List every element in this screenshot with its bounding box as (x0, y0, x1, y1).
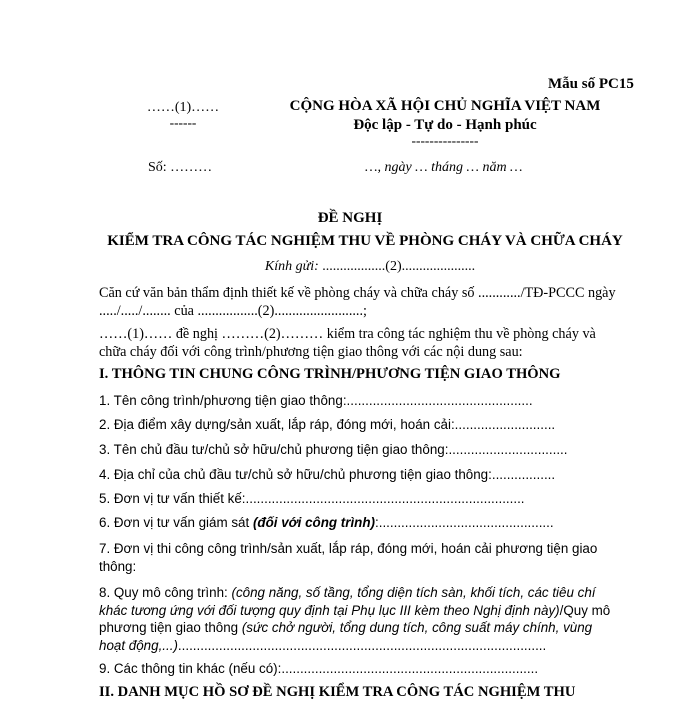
country-name: CỘNG HÒA XÃ HỘI CHỦ NGHĨA VIỆT NAM (289, 98, 601, 114)
document-number: Số: ……… (148, 160, 213, 175)
item-6-label: 6. Đơn vị tư vấn giám sát (99, 515, 253, 530)
item-8 (99, 584, 614, 654)
item-4: 4. Địa chỉ của chủ đầu tư/chủ sở hữu/chủ phương tiện giao thông:................. (99, 467, 556, 482)
item-1: 1. Tên công trình/phương tiện giao thông:.................................................. (99, 393, 533, 408)
section-1-heading: I. THÔNG TIN CHUNG CÔNG TRÌNH/PHƯƠNG TIỆN GIAO THÔNG (99, 366, 561, 382)
document-subtitle: KIỂM TRA CÔNG TÁC NGHIỆM THU VỀ PHÒNG CHÁY VÀ CHỮA CHÁY (107, 233, 623, 249)
org-placeholder: ……(1)…… (146, 100, 220, 115)
item-5: 5. Đơn vị tư vấn thiết kế:........................................................................... (99, 491, 525, 506)
date-line: …, ngày … tháng … năm … (365, 160, 523, 175)
item-8-dots: ................................................................................................... (177, 637, 547, 653)
basis-paragraph: Căn cứ văn bản thẩm định thiết kế về phòng cháy và chữa cháy số ............/TĐ-PCCC ngày ...../...../........ của .................(2).........................; (99, 285, 616, 319)
request-paragraph: ……(1)…… đề nghị ………(2)……… kiểm tra công tác nghiệm thu về phòng cháy và chữa cháy đối với công trình/phương tiện giao thông với các nội dung sau: (99, 326, 596, 360)
motto: Độc lập - Tự do - Hạnh phúc (353, 117, 537, 133)
item-8-label: 8. Quy mô công trình: (99, 585, 232, 600)
item-3: 3. Tên chủ đầu tư/chủ sở hữu/chủ phương tiện giao thông:................................ (99, 442, 568, 457)
item-6-note: (đối với công trình) (252, 515, 376, 530)
org-rule: ------ (169, 115, 197, 130)
item-6-dots: :............................................... (375, 515, 554, 530)
item-2: 2. Địa điểm xây dựng/sản xuất, lắp ráp, đóng mới, hoán cải:........................... (99, 417, 556, 432)
item-8-building-note: (công năng, số tầng, tổng diện tích sàn, khối tích, các tiêu chí khác tương ứng với đối tượng quy định tại Phụ lục III kèm theo Nghị định này) (99, 585, 596, 618)
form-code: Mẫu số PC15 (548, 76, 634, 92)
motto-rule: --------------- (411, 133, 479, 148)
document-title: ĐỀ NGHỊ (317, 210, 383, 226)
recipient-line (0, 259, 700, 275)
item-6 (99, 515, 619, 530)
recipient-label: Kính gửi: (264, 259, 319, 274)
recipient-value: ..................(2)..................... (318, 259, 476, 274)
item-7: 7. Đơn vị thi công công trình/sản xuất, lắp ráp, đóng mới, hoán cải phương tiện giao thông: (99, 541, 598, 574)
item-8-vehicle-label: /Quy mô phương tiện giao thông (99, 602, 611, 635)
item-8-vehicle-note: (sức chở người, tổng dung tích, công suất máy chính, vùng hoạt động,...) (99, 620, 593, 653)
section-2-heading: II. DANH MỤC HỒ SƠ ĐỀ NGHỊ KIỂM TRA CÔNG TÁC NGHIỆM THU (99, 684, 576, 700)
item-9: 9. Các thông tin khác (nếu có):..................................................................... (99, 661, 539, 676)
